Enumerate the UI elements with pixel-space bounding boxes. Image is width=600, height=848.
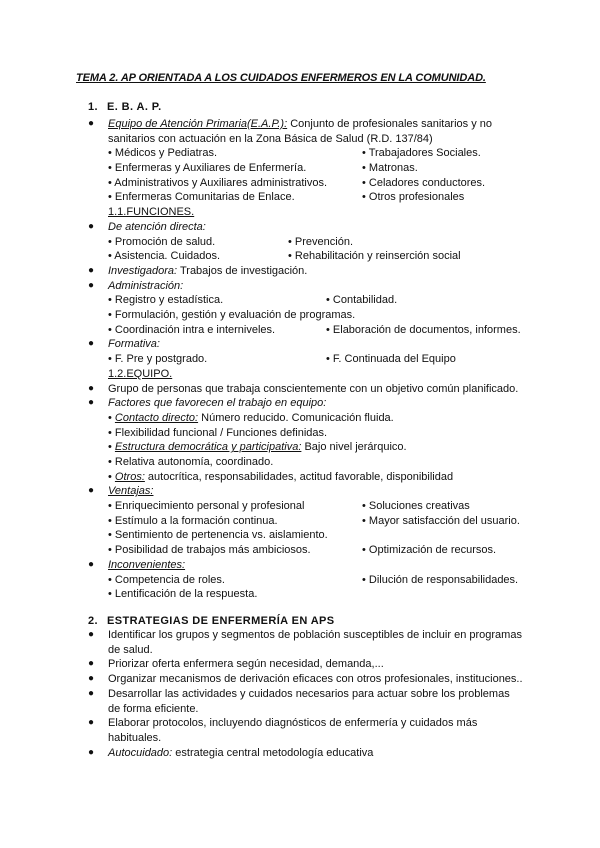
ventaja-item: • Estímulo a la formación continua. bbox=[108, 514, 278, 527]
bullet-icon: ● bbox=[88, 558, 95, 570]
ventaja-item: • Soluciones creativas bbox=[362, 500, 470, 513]
list-item-factores bbox=[84, 396, 524, 411]
list-item-grupo bbox=[84, 382, 524, 397]
ventaja-item: • Optimización de recursos. bbox=[362, 544, 497, 557]
bullet-icon: ● bbox=[88, 485, 95, 497]
bullet-icon: ● bbox=[88, 397, 95, 409]
section-1-list bbox=[84, 117, 524, 602]
list-item-investigadora bbox=[84, 264, 524, 279]
section-1-number: 1. bbox=[88, 101, 98, 113]
equipo-heading: 1.2.EQUIPO. bbox=[108, 367, 173, 380]
otros-text: autocrítica, responsabilidades, actitud favorable, disponibilidad bbox=[144, 470, 454, 483]
strategy-text: Desarrollar las actividades y cuidados necesarios para actuar sobre los problemas de forma eficiente. bbox=[108, 687, 510, 715]
inconvenientes-row-1 bbox=[84, 573, 524, 588]
member: • Enfermeras y Auxiliares de Enfermería. bbox=[108, 162, 307, 175]
ventajas-label: Ventajas: bbox=[108, 485, 154, 498]
atencion-label: De atención directa: bbox=[108, 220, 206, 233]
factor-item bbox=[108, 411, 394, 426]
bullet-icon: ● bbox=[88, 220, 95, 232]
ventajas-row-2 bbox=[84, 514, 524, 529]
factor-bullet: • bbox=[108, 441, 115, 454]
member: • Otros profesionales bbox=[362, 191, 465, 204]
estructura-text: Bajo nivel jerárquico. bbox=[301, 441, 407, 454]
section-1-heading bbox=[88, 100, 162, 115]
bullet-icon: ● bbox=[88, 382, 95, 394]
estructura-label: Estructura democrática y participativa: bbox=[114, 441, 302, 454]
function-item: • Contabilidad. bbox=[326, 294, 398, 307]
section-2-list bbox=[84, 628, 524, 760]
factor-item: • Flexibilidad funcional / Funciones definidas. bbox=[108, 426, 328, 439]
members-row-4 bbox=[84, 190, 524, 205]
equipo-text: Conjunto de profesionales sanitarios y no sanitarios con actuación en la Zona Básica de Salud (R.D. 137/84) bbox=[108, 118, 493, 145]
contacto-label: Contacto directo: bbox=[114, 411, 199, 424]
strategy-text: Organizar mecanismos de derivación eficaces con otros profesionales, instituciones.. bbox=[108, 673, 523, 686]
function-item: • F. Pre y postgrado. bbox=[108, 353, 208, 366]
ventaja-item: • Enriquecimiento personal y profesional bbox=[108, 500, 305, 513]
function-item: • Prevención. bbox=[288, 235, 353, 248]
factores-label: Factores que favorecen el trabajo en equipo: bbox=[108, 397, 327, 410]
investigadora-text: Trabajos de investigación. bbox=[177, 264, 308, 277]
inconvenientes-row-2 bbox=[84, 587, 524, 602]
section-1-title: E. B. A. P. bbox=[107, 101, 162, 113]
ventaja-item: • Posibilidad de trabajos más ambiciosos. bbox=[108, 544, 311, 557]
factor-otros bbox=[84, 470, 524, 485]
factor-bullet: • bbox=[108, 411, 115, 424]
bullet-icon: ● bbox=[88, 118, 95, 129]
members-row-1 bbox=[84, 146, 524, 161]
strategy-item bbox=[84, 672, 524, 687]
administracion-label: Administración: bbox=[108, 279, 184, 292]
ventajas-row-3 bbox=[84, 528, 524, 543]
administracion-row-3 bbox=[84, 323, 524, 338]
strategy-item-autocuidado bbox=[84, 746, 524, 761]
factor-estructura bbox=[84, 440, 524, 455]
ventaja-item: • Sentimiento de pertenencia vs. aislamiento. bbox=[108, 529, 328, 542]
inconveniente-item: • Competencia de roles. bbox=[108, 573, 225, 586]
strategy-text: Identificar los grupos y segmentos de población susceptibles de incluir en programas de salud. bbox=[108, 629, 522, 656]
bullet-icon: ● bbox=[88, 338, 95, 350]
member: • Médicos y Pediatras. bbox=[108, 147, 218, 160]
bullet-icon: ● bbox=[88, 629, 95, 640]
ventaja-item: • Mayor satisfacción del usuario. bbox=[362, 514, 520, 527]
list-item-equipo bbox=[84, 117, 524, 146]
bullet-icon: ● bbox=[88, 717, 95, 729]
list-item-ventajas bbox=[84, 484, 524, 499]
equipo-label: Equipo de Atención Primaria(E.A.P.): bbox=[108, 118, 288, 130]
strategy-item bbox=[84, 657, 524, 672]
formativa-row-1 bbox=[84, 352, 524, 367]
bullet-icon: ● bbox=[88, 264, 95, 276]
function-item: • Coordinación intra e interniveles. bbox=[108, 323, 276, 336]
grupo-text: Grupo de personas que trabaja conscientemente con un objetivo común planificado. bbox=[108, 382, 519, 395]
members-row-2 bbox=[84, 161, 524, 176]
member: • Enfermeras Comunitarias de Enlace. bbox=[108, 191, 295, 204]
atencion-row-2 bbox=[84, 249, 524, 264]
function-item: • Asistencia. Cuidados. bbox=[108, 250, 221, 263]
factor-item bbox=[108, 440, 407, 455]
atencion-row-1 bbox=[84, 235, 524, 250]
administracion-row-2 bbox=[84, 308, 524, 323]
strategy-item bbox=[84, 716, 524, 745]
strategy-text: Priorizar oferta enfermera según necesidad, demanda,... bbox=[108, 658, 384, 671]
otros-label: Otros: bbox=[114, 470, 145, 483]
factor-bullet: • bbox=[108, 470, 115, 483]
inconveniente-item: • Dilución de responsabilidades. bbox=[362, 573, 519, 586]
funciones-heading: 1.1.FUNCIONES. bbox=[108, 206, 195, 219]
strategy-text: Elaborar protocolos, incluyendo diagnósticos de enfermería y cuidados más habituales. bbox=[108, 717, 478, 744]
ventajas-row-1 bbox=[84, 499, 524, 514]
strategy-item bbox=[84, 687, 524, 716]
member: • Trabajadores Sociales. bbox=[362, 147, 481, 160]
list-item-inconvenientes bbox=[84, 558, 524, 573]
member: • Matronas. bbox=[362, 162, 418, 175]
ventajas-row-4 bbox=[84, 543, 524, 558]
inconvenientes-label: Inconvenientes: bbox=[108, 558, 186, 571]
inconveniente-item: • Lentificación de la respuesta. bbox=[108, 588, 258, 601]
factor-item: • Relativa autonomía, coordinado. bbox=[108, 455, 274, 468]
strategy-item bbox=[84, 628, 524, 657]
section-2-heading bbox=[88, 614, 335, 629]
function-item: • Promoción de salud. bbox=[108, 235, 216, 248]
list-item-administracion bbox=[84, 279, 524, 294]
autocuidado-text: estrategia central metodología educativa bbox=[172, 746, 374, 759]
factor-item bbox=[108, 470, 453, 485]
function-item: • Rehabilitación y reinserción social bbox=[288, 250, 461, 263]
factor-contacto bbox=[84, 411, 524, 426]
function-item: • Elaboración de documentos, informes. bbox=[326, 323, 521, 336]
factor-flexibilidad bbox=[84, 426, 524, 441]
list-item-atencion bbox=[84, 220, 524, 235]
administracion-row-1 bbox=[84, 293, 524, 308]
formativa-label: Formativa: bbox=[108, 338, 160, 351]
investigadora-label: Investigadora: bbox=[108, 264, 178, 277]
section-2-number: 2. bbox=[88, 615, 98, 627]
function-item: • Formulación, gestión y evaluación de programas. bbox=[108, 309, 356, 322]
bullet-icon: ● bbox=[88, 279, 95, 291]
page-title: TEMA 2. AP ORIENTADA A LOS CUIDADOS ENFERMEROS EN LA COMUNIDAD. bbox=[76, 72, 486, 84]
factor-relativa bbox=[84, 455, 524, 470]
member: • Administrativos y Auxiliares administrativos. bbox=[108, 176, 328, 189]
bullet-icon: ● bbox=[88, 746, 95, 758]
section-2-title: ESTRATEGIAS DE ENFERMERÍA EN APS bbox=[107, 615, 335, 627]
contacto-text: Número reducido. Comunicación fluida. bbox=[198, 411, 394, 424]
member: • Celadores conductores. bbox=[362, 176, 486, 189]
list-item-formativa bbox=[84, 337, 524, 352]
bullet-icon: ● bbox=[88, 658, 95, 670]
function-item: • F. Continuada del Equipo bbox=[326, 353, 456, 366]
bullet-icon: ● bbox=[88, 673, 95, 685]
function-item: • Registro y estadística. bbox=[108, 294, 224, 307]
autocuidado-label: Autocuidado: bbox=[108, 746, 173, 759]
bullet-icon: ● bbox=[88, 687, 95, 699]
members-row-3 bbox=[84, 176, 524, 191]
